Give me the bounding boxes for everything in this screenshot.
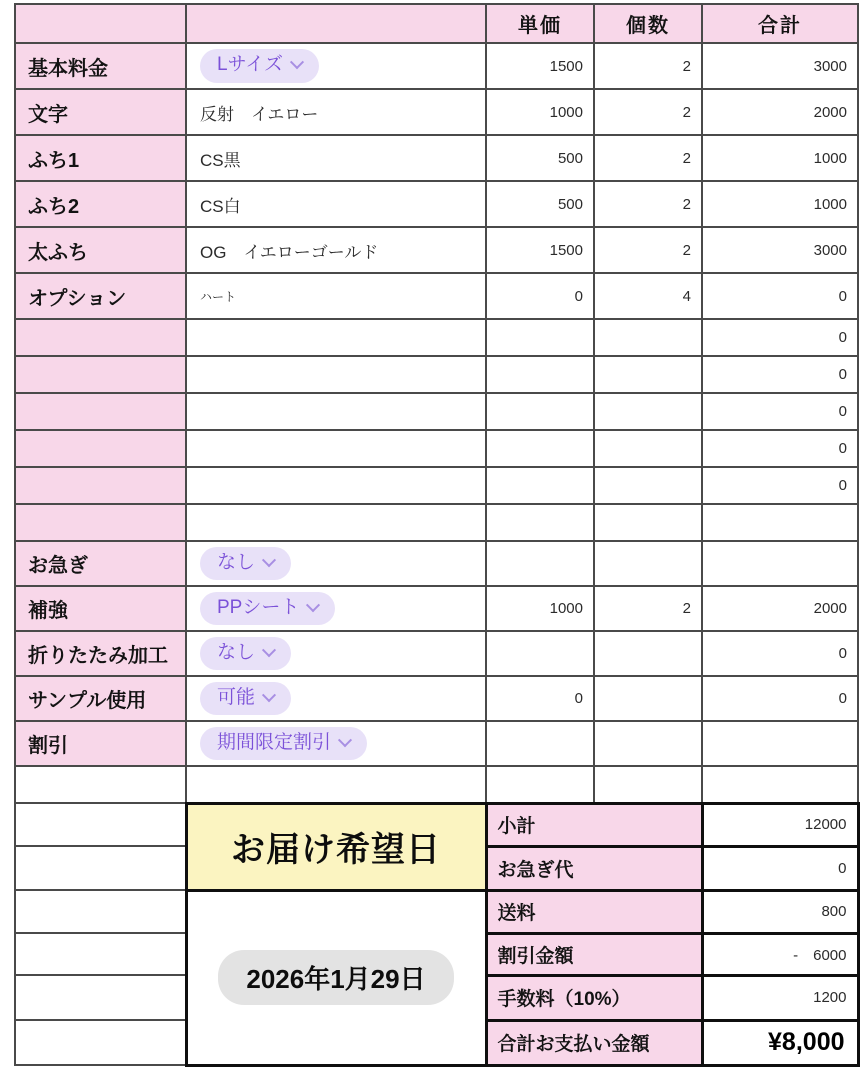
header-empty-cell (15, 4, 186, 43)
summary-value-subtotal: 12000 (702, 803, 858, 846)
unit-price-cell (486, 467, 594, 504)
unit-price-cell (486, 319, 594, 356)
rush-dropdown[interactable] (200, 547, 291, 581)
reinforcement-dropdown[interactable] (200, 592, 335, 626)
unit-price-cell: 500 (486, 181, 594, 227)
quantity-cell (594, 430, 702, 467)
item-label-cell: 補強 (15, 586, 186, 631)
item-value-cell (186, 676, 486, 721)
item-label-cell (15, 467, 186, 504)
item-value-cell (186, 721, 486, 766)
total-cell: 0 (702, 273, 858, 319)
chevron-down-icon (262, 553, 276, 567)
item-value-cell (186, 631, 486, 676)
unit-price-cell: 1000 (486, 586, 594, 631)
chevron-down-icon (262, 688, 276, 702)
size-dropdown[interactable] (200, 49, 319, 83)
table-row (15, 181, 858, 227)
total-cell: 3000 (702, 227, 858, 273)
summary-label-discount: 割引金額 (486, 933, 702, 975)
quantity-cell: 2 (594, 181, 702, 227)
table-row (15, 586, 858, 631)
quantity-cell: 2 (594, 89, 702, 135)
header-quantity: 個数 (594, 4, 702, 43)
total-cell: 0 (702, 430, 858, 467)
table-row (15, 135, 858, 181)
item-value-cell: CS白 (186, 181, 486, 227)
item-value-cell: 反射 イエロー (186, 89, 486, 135)
table-row (15, 721, 858, 766)
empty-cell (15, 803, 186, 846)
total-cell: 0 (702, 356, 858, 393)
item-value-cell (186, 430, 486, 467)
unit-price-cell (486, 356, 594, 393)
item-label-cell (15, 319, 186, 356)
summary-value-fee: 1200 (702, 975, 858, 1020)
header-row (15, 4, 858, 43)
quantity-cell (594, 721, 702, 766)
rush-dropdown-value: なし (217, 551, 256, 573)
item-value-cell (186, 356, 486, 393)
table-row (15, 541, 858, 586)
quantity-cell: 2 (594, 43, 702, 89)
summary-label-rush-fee: お急ぎ代 (486, 846, 702, 890)
item-value-cell (186, 393, 486, 430)
discount-dropdown[interactable] (200, 727, 367, 761)
chevron-down-icon (306, 598, 320, 612)
unit-price-cell: 1500 (486, 43, 594, 89)
total-cell: 2000 (702, 89, 858, 135)
unit-price-cell: 500 (486, 135, 594, 181)
item-value-cell: CS黒 (186, 135, 486, 181)
empty-cell (15, 846, 186, 890)
discount-dropdown-value: 期間限定割引 (217, 731, 332, 753)
table-row (15, 430, 858, 467)
header-total: 合計 (702, 4, 858, 43)
summary-row (15, 890, 858, 933)
item-label-cell: 文字 (15, 89, 186, 135)
quantity-cell: 4 (594, 273, 702, 319)
item-label-cell: サンプル使用 (15, 676, 186, 721)
price-table (14, 3, 860, 1067)
unit-price-cell (486, 766, 594, 803)
sample-dropdown-value: 可能 (217, 686, 256, 708)
total-cell (702, 766, 858, 803)
quantity-cell (594, 319, 702, 356)
item-label-cell: お急ぎ (15, 541, 186, 586)
total-cell: 1000 (702, 181, 858, 227)
summary-value-rush-fee: 0 (702, 846, 858, 890)
summary-label-shipping: 送料 (486, 890, 702, 933)
summary-value-grand-total: ¥8,000 (702, 1020, 858, 1065)
folding-dropdown[interactable] (200, 637, 291, 671)
unit-price-cell: 1500 (486, 227, 594, 273)
unit-price-cell: 0 (486, 273, 594, 319)
item-label-cell: 割引 (15, 721, 186, 766)
unit-price-cell: 1000 (486, 89, 594, 135)
item-value-cell: ハート (186, 273, 486, 319)
delivery-date-cell (186, 890, 486, 1065)
chevron-down-icon (338, 733, 352, 747)
header-unit-price: 単価 (486, 4, 594, 43)
total-cell: 0 (702, 467, 858, 504)
summary-label-fee: 手数料（10%） (486, 975, 702, 1020)
quantity-cell (594, 504, 702, 541)
item-label-cell: オプション (15, 273, 186, 319)
total-cell: 0 (702, 676, 858, 721)
item-label-cell (15, 430, 186, 467)
total-cell: 0 (702, 631, 858, 676)
summary-label-subtotal: 小計 (486, 803, 702, 846)
table-row (15, 43, 858, 89)
sample-dropdown[interactable] (200, 682, 291, 716)
chevron-down-icon (290, 56, 304, 70)
folding-dropdown-value: なし (217, 641, 256, 663)
item-label-cell: ふち1 (15, 135, 186, 181)
table-row (15, 273, 858, 319)
empty-cell (15, 766, 186, 803)
quantity-cell (594, 541, 702, 586)
table-row (15, 319, 858, 356)
table-row (15, 356, 858, 393)
table-row (15, 227, 858, 273)
item-label-cell (15, 356, 186, 393)
table-row (15, 393, 858, 430)
quantity-cell (594, 766, 702, 803)
item-label-cell: 太ふち (15, 227, 186, 273)
total-cell (702, 541, 858, 586)
total-cell: 3000 (702, 43, 858, 89)
item-label-cell: 折りたたみ加工 (15, 631, 186, 676)
quantity-cell (594, 676, 702, 721)
item-value-cell: OG イエローゴールド (186, 227, 486, 273)
item-value-cell (186, 586, 486, 631)
item-label-cell (15, 393, 186, 430)
empty-cell (15, 933, 186, 975)
summary-row (15, 803, 858, 846)
summary-value-discount: - 6000 (702, 933, 858, 975)
total-cell: 1000 (702, 135, 858, 181)
unit-price-cell: 0 (486, 676, 594, 721)
delivery-date[interactable]: 2026年1月29日 (218, 950, 453, 1005)
total-cell: 2000 (702, 586, 858, 631)
quantity-cell: 2 (594, 227, 702, 273)
total-cell: 0 (702, 393, 858, 430)
table-row (15, 89, 858, 135)
quantity-cell: 2 (594, 586, 702, 631)
empty-cell (15, 1020, 186, 1065)
quantity-cell: 2 (594, 135, 702, 181)
summary-value-shipping: 800 (702, 890, 858, 933)
chevron-down-icon (262, 643, 276, 657)
item-value-cell (186, 319, 486, 356)
item-value-cell (186, 467, 486, 504)
item-label-cell (15, 504, 186, 541)
item-value-cell (186, 504, 486, 541)
unit-price-cell (486, 631, 594, 676)
item-label-cell: 基本料金 (15, 43, 186, 89)
empty-cell (15, 890, 186, 933)
table-row (15, 676, 858, 721)
table-row (15, 504, 858, 541)
empty-cell (15, 975, 186, 1020)
summary-label-grand-total: 合計お支払い金額 (486, 1020, 702, 1065)
unit-price-cell (486, 393, 594, 430)
total-cell (702, 504, 858, 541)
item-label-cell: ふち2 (15, 181, 186, 227)
total-cell: 0 (702, 319, 858, 356)
table-row (15, 467, 858, 504)
unit-price-cell (486, 430, 594, 467)
table-row (15, 631, 858, 676)
unit-price-cell (486, 504, 594, 541)
quantity-cell (594, 393, 702, 430)
size-dropdown-value: Lサイズ (217, 54, 284, 76)
delivery-title: お届け希望日 (186, 803, 486, 890)
table-row (15, 766, 858, 803)
quantity-cell (594, 356, 702, 393)
header-empty-cell (186, 4, 486, 43)
item-value-cell (186, 43, 486, 89)
quantity-cell (594, 467, 702, 504)
total-cell (702, 721, 858, 766)
unit-price-cell (486, 721, 594, 766)
empty-cell (186, 766, 486, 803)
quantity-cell (594, 631, 702, 676)
item-value-cell (186, 541, 486, 586)
unit-price-cell (486, 541, 594, 586)
reinforcement-dropdown-value: PPシート (217, 596, 300, 618)
